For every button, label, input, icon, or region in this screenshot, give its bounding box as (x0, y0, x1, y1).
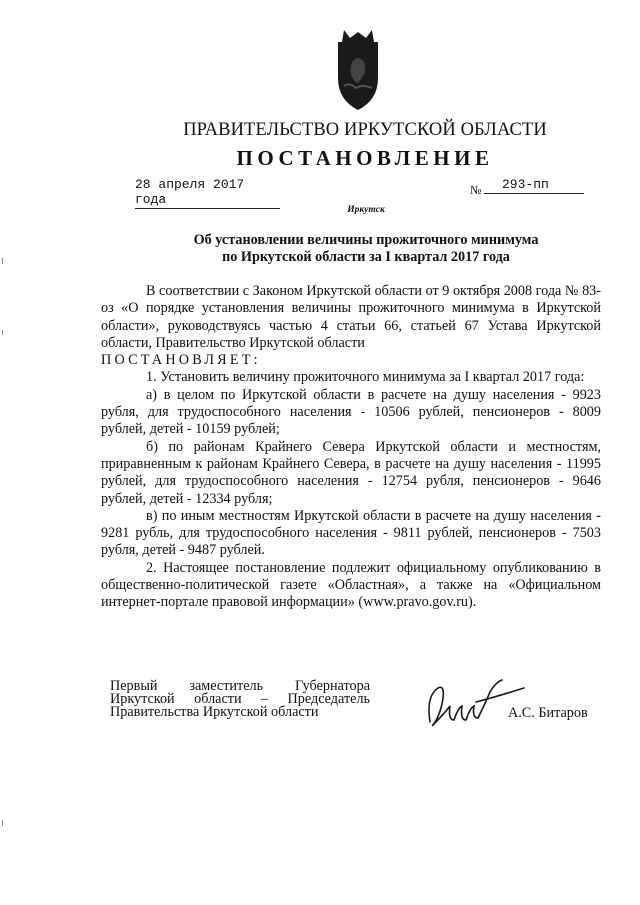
item-1b-paragraph: б) по районам Крайнего Севера Иркутской области и местностям, приравненным к районам Крайнего Севера, в расчете на душу населения - 11995 рублей, для трудоспособного населения - 12754 рубля, пенсионеров - 9646 рублей, детей - 12334 рубля; (101, 438, 601, 507)
decree-number: 293-пп (484, 177, 584, 194)
decree-date: 28 апреля 2017 года (135, 177, 280, 209)
signatory-name: А.С. Битаров (508, 705, 588, 721)
signatory-position (110, 680, 370, 719)
position-line-2: Иркутской области – Председатель (110, 691, 370, 707)
subject-line-1: Об установлении величины прожиточного минимума (193, 232, 539, 248)
number-sign: № (470, 183, 482, 197)
government-title: ПРАВИТЕЛЬСТВО ИРКУТСКОЙ ОБЛАСТИ (183, 120, 547, 140)
scan-mark (2, 258, 3, 264)
item-2-paragraph: 2. Настоящее постановление подлежит официальному опубликованию в общественно-политической газете «Областная», а также на «Официальном интернет-портале правовой информации» (www.pravo.gov.ru). (101, 559, 601, 611)
coat-of-arms-icon (330, 28, 386, 114)
city-label: Иркутск (347, 205, 385, 215)
item-1-paragraph: 1. Установить величину прожиточного минимума за I квартал 2017 года: (146, 369, 585, 386)
subject-line-2: по Иркутской области за I квартал 2017 года (222, 249, 510, 265)
decree-subject (0, 232, 640, 266)
item-1c-paragraph: в) по иным местностям Иркутской области в расчете на душу населения - 9281 рубль, для трудоспособного населения - 9811 рублей, пенсионеров - 7503 рубля, детей - 9487 рублей. (101, 507, 601, 559)
preamble-paragraph: В соответствии с Законом Иркутской области от 9 октября 2008 года № 83-оз «О порядке установления величины прожиточного минимума в Иркутской области», руководствуясь частью 4 статьи 66, статьей 67 Устава Иркутской области, Правительство Иркутской области (101, 283, 601, 351)
position-line-3: Правительства Иркутской области (110, 704, 319, 720)
scan-mark (2, 820, 3, 826)
item-1a-paragraph: а) в целом по Иркутской области в расчете на душу населения - 9923 рубля, для трудоспособного населения - 10506 рублей, пенсионеров - 8009 рублей, детей - 10159 рублей; (101, 386, 601, 438)
document-type-title: ПОСТАНОВЛЕНИЕ (236, 146, 494, 170)
position-line-1: Первый заместитель Губернатора (110, 678, 370, 694)
decree-body (101, 283, 601, 612)
resolves-heading: ПОСТАНОВЛЯЕТ: (101, 352, 261, 369)
scan-mark (2, 330, 3, 335)
